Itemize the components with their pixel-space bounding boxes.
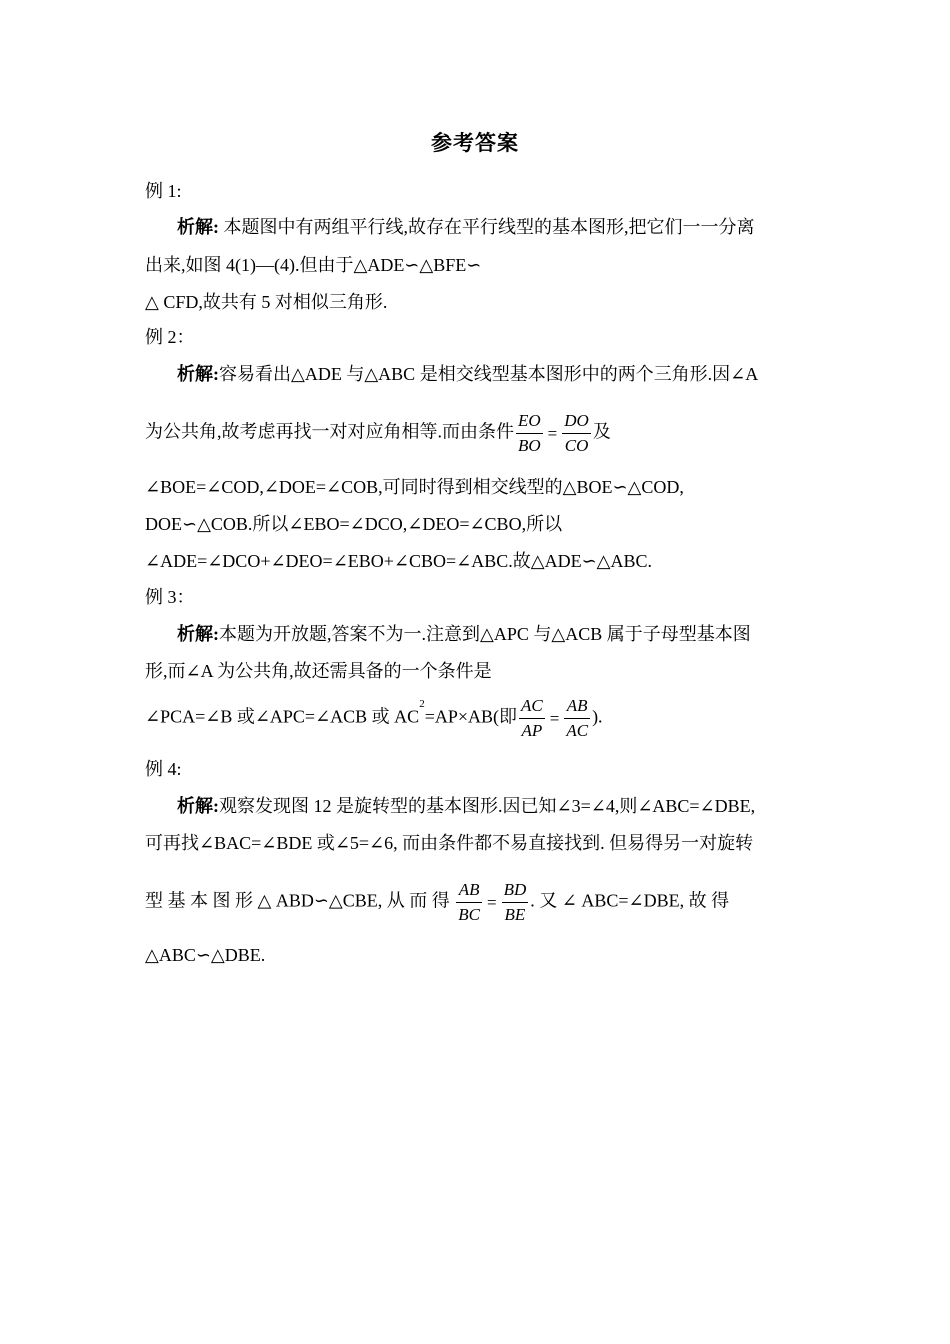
ex1-text1: 本题图中有两组平行线,故存在平行线型的基本图形,把它们一一分离 [219, 217, 755, 237]
ex1-label: 例 1: [145, 181, 182, 201]
ex3-label: 例 3： [145, 587, 195, 607]
ex2-f1-num: EO [516, 409, 543, 434]
ex2-line4: DOE∽△COB.所以∠EBO=∠DCO,∠DEO=∠CBO,所以 [145, 514, 563, 534]
ex2-equals: = [547, 423, 558, 443]
ex2-f2-den: CO [564, 436, 589, 455]
ex4-fraction-2 [502, 878, 529, 927]
ex2-text2a: 为公共角,故考虑再找一对对应角相等.而由条件 [145, 421, 514, 442]
ex1-line3: △ CFD,故共有 5 对相似三角形. [145, 292, 388, 312]
ex4-fraction-1 [456, 878, 482, 927]
ex4-text3b: . 又 ∠ ABC=∠DBE, 故 得 [530, 890, 730, 911]
ex3-head: 析解: [177, 624, 219, 644]
ex3-f1-den: AP [521, 721, 543, 740]
ex3-f2-num: AB [564, 694, 590, 719]
ex3-line1 [177, 621, 807, 647]
page-title: 参考答案 [431, 131, 519, 155]
ex2-fraction-2 [562, 409, 591, 458]
ex2-head: 析解: [177, 364, 219, 384]
ex3-text3a: ∠PCA=∠B 或∠APC=∠ACB 或 AC [145, 706, 420, 727]
ex1-head: 析解: [177, 217, 219, 237]
ex4-f2-num: BD [502, 878, 529, 903]
ex2-fraction-1 [516, 409, 543, 458]
ex2-f2-num: DO [562, 409, 591, 434]
ex3-text3c: ). [592, 706, 603, 727]
ex2-line3: ∠BOE=∠COD,∠DOE=∠COB,可同时得到相交线型的△BOE∽△COD, [145, 477, 684, 497]
ex4-line4: △ABC∽△DBE. [145, 945, 266, 965]
ex2-text1: 容易看出△ADE 与△ABC 是相交线型基本图形中的两个三角形.因∠A [219, 364, 759, 384]
ex4-equals: = [487, 892, 497, 912]
ex3-fraction-2 [564, 694, 590, 743]
ex4-head: 析解: [177, 796, 219, 816]
ex2-line5: ∠ADE=∠DCO+∠DEO=∠EBO+∠CBO=∠ABC.故△ADE∽△ABC. [145, 551, 653, 571]
ex2-line1 [177, 361, 807, 387]
ex4-f1-num: AB [456, 878, 482, 903]
ex1-line1 [177, 214, 807, 240]
ex2-line2 [145, 409, 807, 458]
ex4-line3 [145, 878, 807, 927]
ex3-text3b: =AP×AB(即 [424, 706, 517, 727]
ex2-text2b: 及 [592, 421, 611, 442]
ex4-line1 [177, 793, 807, 819]
ex3-text1: 本题为开放题,答案不为一.注意到△APC 与△ACB 属于子母型基本图 [219, 624, 751, 644]
ex4-text3a: 型 基 本 图 形 △ ABD∽△CBE, 从 而 得 [145, 890, 450, 911]
ex3-equals: = [549, 708, 560, 728]
ex3-f1-num: AC [519, 694, 545, 719]
ex4-f2-den: BE [504, 905, 526, 924]
ex4-label: 例 4: [145, 759, 182, 779]
ex4-f1-den: BC [458, 905, 481, 924]
ex4-line2: 可再找∠BAC=∠BDE 或∠5=∠6, 而由条件都不易直接找到. 但易得另一对旋转 [145, 833, 754, 853]
ex3-superscript: 2 [419, 698, 425, 710]
ex3-f2-den: AC [566, 721, 589, 740]
ex4-text1: 观察发现图 12 是旋转型的基本图形.因已知∠3=∠4,则∠ABC=∠DBE, [219, 796, 756, 816]
ex2-f1-den: BO [518, 436, 541, 455]
ex3-fraction-1 [519, 694, 545, 743]
ex3-line2: 形,而∠A 为公共角,故还需具备的一个条件是 [145, 661, 492, 681]
ex3-line3 [145, 694, 807, 743]
ex2-label: 例 2： [145, 327, 195, 347]
ex1-line2: 出来,如图 4(1)—(4).但由于△ADE∽△BFE∽ [145, 255, 482, 275]
